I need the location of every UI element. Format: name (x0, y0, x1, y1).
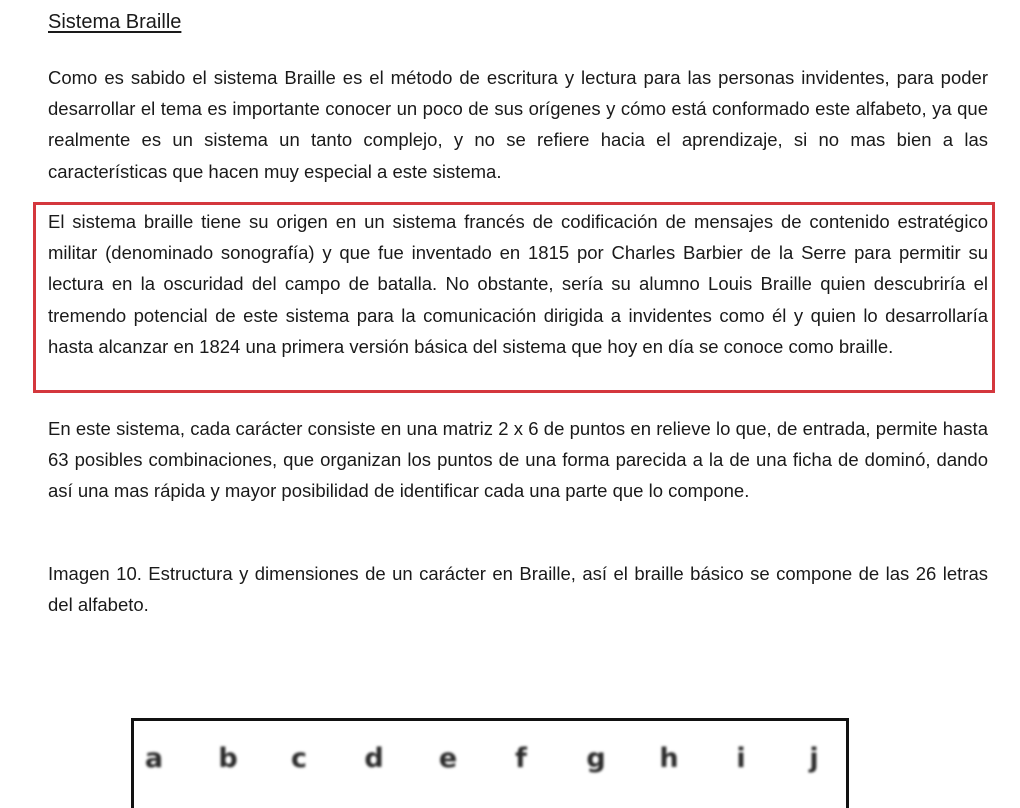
figure-letter-j: j (809, 743, 819, 774)
figure-letter-e: e (438, 743, 458, 774)
document-title: Sistema Braille (48, 11, 182, 33)
paragraph-origin: El sistema braille tiene su origen en un sistema francés de codificación de mensajes de contenido estratégico militar (denominado sonografía) y que fue inventado en 1815 por Charles Barbier de la Serre para permitir su lectura en la oscuridad del campo de batalla. No obstante, sería su alumno Louis Braille quien descubriría el tremendo potencial de este sistema para la comunicación dirigida a invidentes como él y quien lo desarrollaría hasta alcanzar en 1824 una primera versión básica del sistema que hoy en día se conoce como braille. (48, 211, 988, 357)
braille-alphabet-figure (131, 718, 849, 808)
paragraph-caption: Imagen 10. Estructura y dimensiones de un carácter en Braille, así el braille básico se compone de las 26 letras del alfabeto. (48, 563, 988, 616)
paragraph-matrix: En este sistema, cada carácter consiste en una matriz 2 x 6 de puntos en relieve lo que, de entrada, permite hasta 63 posibles combinaciones, que organizan los puntos de una forma parecida a la de una ficha de dominó, dando así una mas rápida y mayor posibilidad de identificar cada una parte que lo compone. (48, 418, 988, 502)
figure-letter-b: b (218, 743, 238, 774)
figure-letter-a: a (144, 743, 164, 774)
figure-letter-d: d (364, 743, 384, 774)
figure-letter-row (134, 743, 846, 783)
figure-letter-c: c (290, 743, 308, 774)
paragraph-intro: Como es sabido el sistema Braille es el método de escritura y lectura para las personas invidentes, para poder desarrollar el tema es importante conocer un poco de sus orígenes y cómo está conformado este alfabeto, ya que realmente es un sistema un tanto complejo, y no se refiere hacia el aprendizaje, si no mas bien a las características que hacen muy especial a este sistema. (48, 67, 988, 182)
figure-letter-g: g (586, 743, 606, 774)
figure-letter-f: f (515, 743, 527, 774)
figure-letter-h: h (659, 743, 679, 774)
figure-letter-i: i (736, 743, 746, 774)
